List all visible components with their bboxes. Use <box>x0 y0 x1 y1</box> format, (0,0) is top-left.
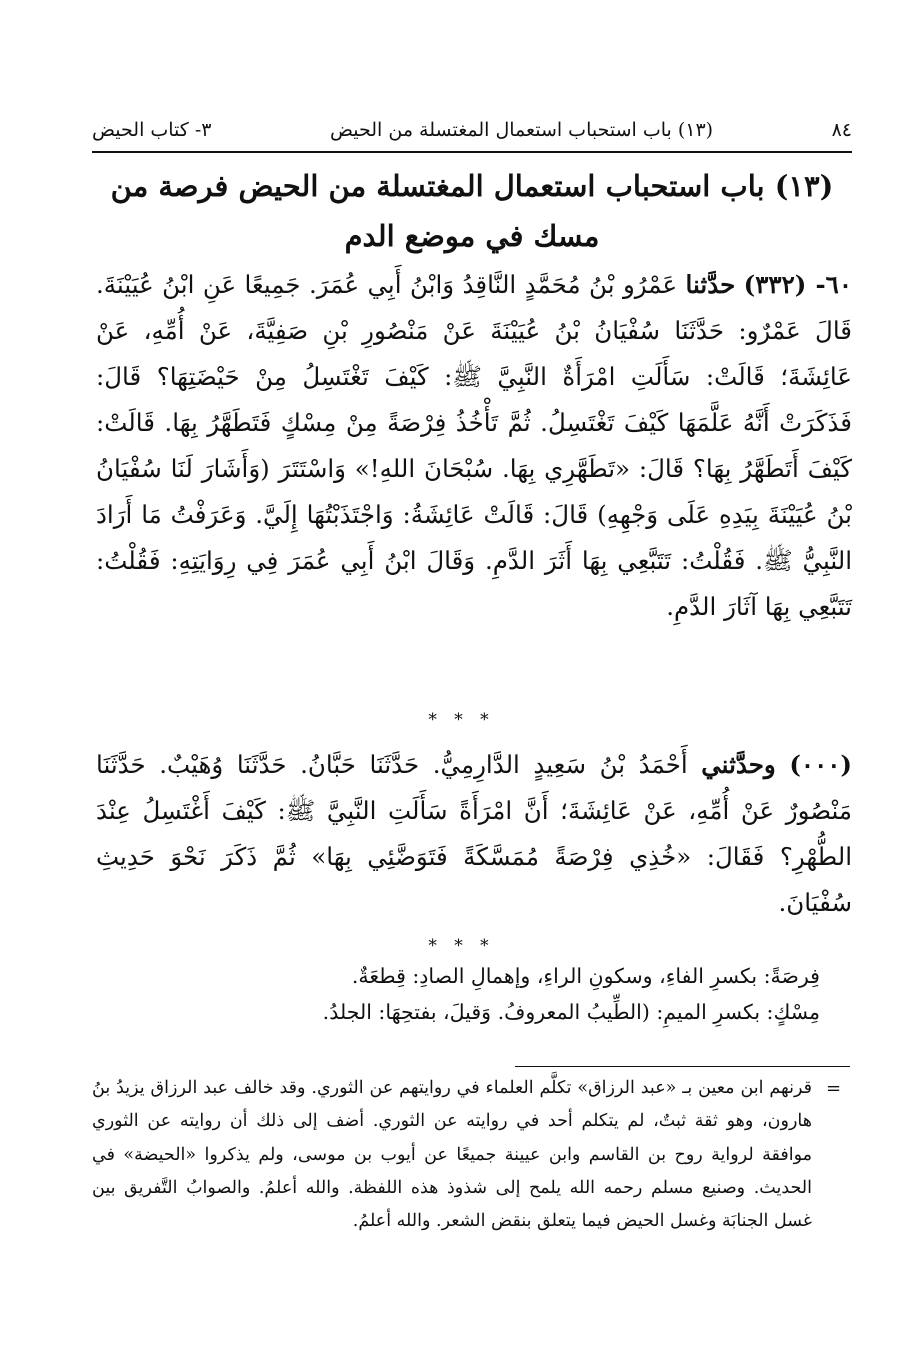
hadith-text: أَحْمَدُ بْنُ سَعِيدٍ الدَّارِمِيُّ. حَدَّثَنَا حَبَّانُ. حَدَّثَنَا وُهَيْبٌ. حَدَّثَنَا مَنْصُورٌ عَنْ أُمِّهِ، عَنْ عَائِشَةَ؛ أَنَّ امْرَأَةً سَأَلَتِ النَّبِيَّ ﷺ: كَيْفَ أَغْتَسِلُ عِنْدَ الطُّهْرِ؟ فَقَالَ: «خُذِي فِرْصَةً مُمَسَّكَةً فَتَوَضَّئِي بِهَا» ثُمَّ ذَكَرَ نَحْوَ حَدِيثِ سُفْيَانَ. <box>96 750 852 918</box>
header-divider <box>92 151 852 153</box>
section-separator: * * * <box>428 710 495 730</box>
section-separator: * * * <box>428 936 495 956</box>
hadith-text: عَمْرُو بْنُ مُحَمَّدٍ النَّاقِدُ وَابْنُ أَبِي عُمَرَ. جَمِيعًا عَنِ ابْنُ عُيَيْنَةَ. قَالَ عَمْرٌو: حَدَّثَنَا سُفْيَانُ بْنُ عُيَيْنَةَ عَنْ مَنْصُورِ بْنِ صَفِيَّةَ، عَنْ أُمِّهِ، عَنْ عَائِشَةَ؛ قَالَتْ: سَأَلَتِ امْرَأَةٌ النَّبِيَّ ﷺ: كَيْفَ تَغْتَسِلُ مِنْ حَيْضَتِهَا؟ قَالَ: فَذَكَرَتْ أَنَّهُ عَلَّمَهَا كَيْفَ تَغْتَسِلُ. ثُمَّ تَأْخُذُ فِرْصَةً مِنْ مِسْكٍ فَتَطَهَّرُ بِهَا. قَالَتْ: كَيْفَ أَتَطَهَّرُ بِهَا؟ قَالَ: «تَطَهَّرِي بِهَا. سُبْحَانَ اللهِ!» وَاسْتَتَرَ (وَأَشَارَ لَنَا سُفْيَانُ بْنُ عُيَيْنَةَ بِيَدِهِ عَلَى وَجْهِهِ) قَالَ: قَالَتْ عَائِشَةُ: وَاجْتَذَبْتُهَا إِلَيَّ. وَعَرَفْتُ مَا أَرَادَ النَّبِيُّ ﷺ. فَقُلْتُ: تَتَبَّعِي بِهَا أَثَرَ الدَّمِ. وَقَالَ ابْنُ أَبِي عُمَرَ فِي رِوَايَتِهِ: فَقُلْتُ: تَتَبَّعِي بِهَا آثَارَ الدَّمِ. <box>96 270 852 622</box>
footnote-divider <box>515 1066 850 1067</box>
glossary-entry: مِسْكٍ: بكسرِ الميمِ: (الطِّيبُ المعروفُ. وَقيلَ، بفتحِهَا: الجلدُ. <box>322 1000 820 1025</box>
glossary <box>120 958 820 1031</box>
hadith-000 <box>96 742 852 926</box>
footnote-text: قرنهم ابن معين بـ «عبد الرزاق» تكلَّم العلماء في روايتهم عن الثوري. وقد خالف عبد الرزاق يزيدُ بنُ هارون، وهو ثقة ثبتٌ، لم يتكلم أحد في روايته عن الثوري. أضف إلى ذلك أن روايته عن الثوري موافقة لرواية روح بن القاسم وابن عيينة جميعًا عن أيوب بن موسى، ولم يذكروا «الحيضة» في الحديث. وصنيع مسلم رحمه الله يلمح إلى شذوذ هذه اللفظة. والله أعلمُ. والصوابُ التَّفريق بين غسل الجنابَة وغسل الحيض فيما يتعلق بنقض الشعر. والله أعلمُ. <box>92 1078 812 1231</box>
hadith-opening: وحدَّثني <box>701 750 776 779</box>
hadith-opening: حدَّثنا <box>685 270 736 299</box>
page-number: ٨٤ <box>831 119 852 141</box>
hadith-number: (٠٠٠) <box>789 750 852 779</box>
hadith-number: ٦٠- (٣٣٢) <box>743 270 852 299</box>
running-section-title: (١٣) باب استحباب استعمال المغتسلة من الحيض <box>329 119 714 141</box>
glossary-entry: فِرصَةً: بكسرِ الفاءِ، وسكونِ الراءِ، وإهمالِ الصادِ: قِطعَةٌ. <box>351 964 820 988</box>
running-header <box>92 110 852 150</box>
chapter-title: (١٣) باب استحباب استعمال المغتسلة من الحيض فرصة من مسك في موضع الدم <box>110 169 834 253</box>
running-book-title: ٣- كتاب الحيض <box>92 119 212 141</box>
hadith-60 <box>96 262 852 630</box>
footnote-continuation-mark: = <box>826 1078 842 1099</box>
